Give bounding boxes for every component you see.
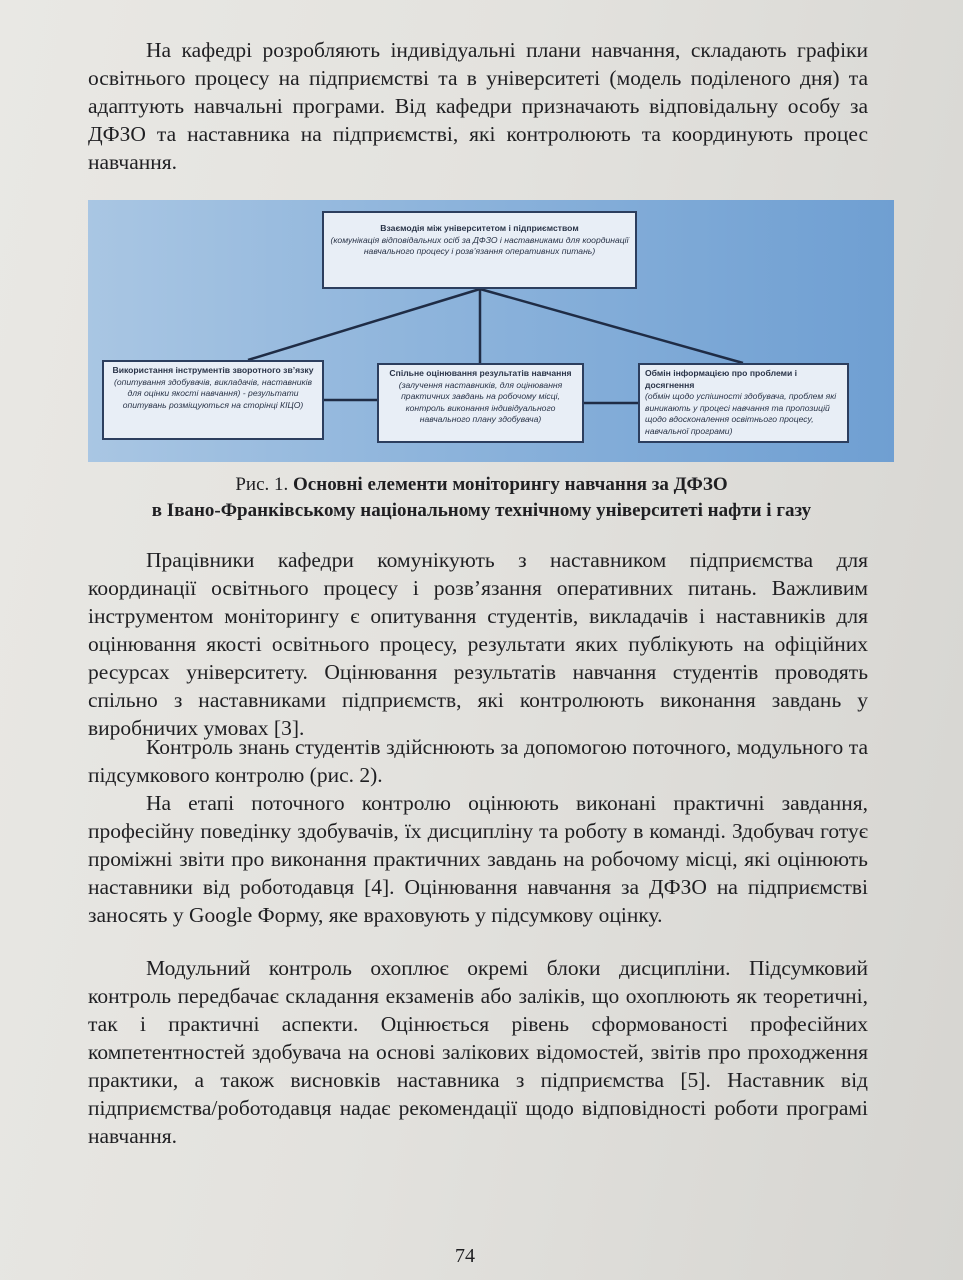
box-right-title: Обмін інформацією про проблеми і досягнення <box>645 368 798 390</box>
figure-diagram <box>88 200 894 462</box>
paragraph-1: На кафедрі розробляють індивідуальні плани навчання, складають графіки освітнього процесу на підприємстві та в університеті (модель поділеного дня) та адаптують навчальні програми. Від кафедри призначають відповідальну особу за ДФЗО та наставника на підприємстві, які контролюють та координують процес навчання. <box>88 38 868 174</box>
paragraph-3: Контроль знань студентів здійснюють за допомогою поточного, модульного та підсумкового контролю (рис. 2). <box>88 735 868 787</box>
box-left-title: Використання інструментів зворотного зв’язку <box>112 365 314 375</box>
box-top-title: Взаємодія між університетом і підприємством <box>380 223 579 233</box>
box-feedback-tools <box>102 360 324 440</box>
box-mid-title: Спільне оцінювання результатів навчання <box>389 368 572 378</box>
box-university-enterprise-interaction <box>322 211 637 289</box>
box-left-desc: (опитування здобувачів, викладачів, наставників для оцінки якості навчання) - результати опитувань розміщуються на сторінці КІЦО) <box>113 376 313 410</box>
box-mid-desc: (залучення наставників, для оцінювання практичних завдань на робочому місці, контроль виконання індивідуального навчального плану здобувача) <box>398 379 563 424</box>
box-information-exchange <box>638 363 849 443</box>
box-top-desc: (комунікація відповідальних осіб за ДФЗО і наставниками для координації навчального процесу і розв’язання оперативних питань) <box>330 234 629 256</box>
caption-prefix: Рис. 1. <box>235 474 294 495</box>
box-right-desc: (обмін щодо успішності здобувача, проблем які виникають у процесі навчання та пропозицій щодо вдосконалення освітнього процесу, навчальної програми) <box>645 391 837 436</box>
page-number: 74 <box>455 1245 475 1267</box>
caption-line-1: Основні елементи моніторингу навчання за ДФЗО <box>293 474 728 495</box>
caption-line-2: в Івано-Франківському національному технічному університеті нафти і газу <box>151 500 812 521</box>
paragraph-2: Працівники кафедри комунікують з наставником підприємства для координації освітнього процесу і розв’язання оперативних питань. Важливим інструментом моніторингу є опитування студентів, викладачів і наставників для оцінювання якості освітнього процесу, результати яких публікують на офіційних ресурсах університету. Оцінювання результатів навчання студентів проводять спільно з наставниками підприємств, які контролюють виконання завдань у виробничих умовах [3]. <box>88 548 868 740</box>
box-joint-assessment <box>377 363 584 443</box>
figure-caption <box>88 472 875 524</box>
paragraph-4: На етапі поточного контролю оцінюють виконані практичні завдання, професійну поведінку здобувачів, їх дисципліну та роботу в команді. Здобувач готує проміжні звіти про виконання практичних завдань на робочому місці, які оцінюють наставники від роботодавця [4]. Оцінювання навчання за ДФЗО на підприємстві заносять у Google Форму, яке враховують у підсумкову оцінку. <box>88 791 868 927</box>
paragraph-5: Модульний контроль охоплює окремі блоки дисципліни. Підсумковий контроль передбачає складання екзаменів або заліків, що охоплюють як теоретичні, так і практичні аспекти. Оцінюється рівень сформованості професійних компетентностей здобувача на основі залікових відомостей, звітів про проходження практики, а також висновків наставника з підприємства [5]. Наставник від підприємства/роботодавця надає рекомендації щодо відповідності роботи програмі навчання. <box>88 956 868 1148</box>
